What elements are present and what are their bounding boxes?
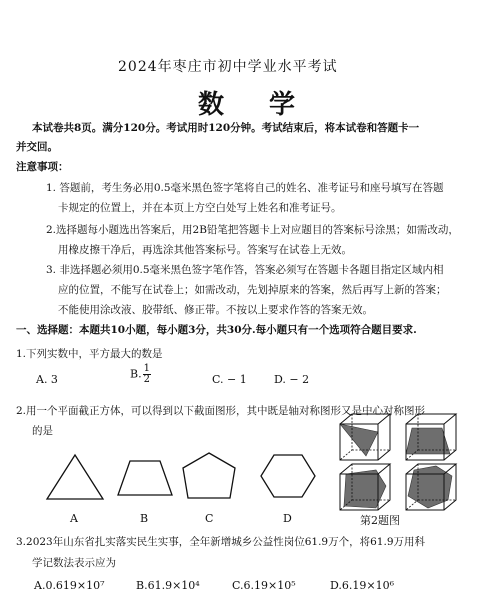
q2-label-b: B [140, 512, 149, 525]
intro-line-1: 本试卷共8页。满分120分。考试用时120分钟。考试结束后，将本试卷和答题卡一 [32, 122, 420, 134]
q2-figure-d-hexagon [258, 452, 318, 500]
cube-2 [406, 414, 456, 460]
q2-figure-caption: 第2题图 [360, 514, 400, 527]
note-2-line-1: 2.选择题每小题选出答案后，用2B铅笔把答题卡上对应题目的答案标号涂黑；如需改动， [46, 224, 459, 236]
q1-option-b-denominator: 2 [143, 374, 150, 385]
note-3-line-2: 应的位置，不能写在试卷上；如需改动，先划掉原来的答案，然后再写上新的答案； [58, 284, 447, 296]
notes-title: 注意事项： [16, 161, 69, 173]
q1-stem: 1.下列实数中，平方最大的数是 [16, 348, 163, 360]
q2-figure-a-triangle [44, 452, 106, 502]
q2-figure-c-pentagon [180, 450, 238, 502]
q3-stem-line-1: 3.2023年山东省扎实落实民生实事，全年新增城乡公益性岗位61.9万个，将61.9万用科 [16, 536, 425, 548]
q1-option-b-numerator: 1 [143, 363, 150, 374]
q2-label-d: D [283, 512, 292, 525]
q1-option-c: C. − 1 [212, 373, 247, 386]
q3-option-b: B.61.9×10⁴ [136, 579, 200, 592]
q1-option-d: D. − 2 [274, 373, 310, 386]
q2-label-c: C [205, 512, 214, 525]
q2-figure-b-trapezoid [114, 458, 176, 498]
exam-header: 2024年枣庄市初中学业水平考试 [118, 59, 338, 75]
q1-option-b-prefix: B. [130, 367, 142, 381]
q2-cube-cross-section-figure [336, 410, 476, 516]
q1-option-b [130, 364, 151, 385]
q3-option-d: D.6.19×10⁶ [330, 579, 395, 592]
q3-option-a: A.0.619×10⁷ [34, 579, 105, 592]
cube-3 [340, 464, 390, 510]
note-3-line-1: 3. 非选择题必须用0.5毫米黑色签字笔作答，答案必须写在答题卡各题目指定区域内相 [46, 264, 444, 276]
cube-1 [340, 414, 390, 460]
q1-option-a: A. 3 [36, 373, 58, 386]
q2-stem-line-2: 的是 [32, 425, 53, 437]
note-1-line-2: 卡规定的位置上，并在本页上方空白处写上姓名和准考证号。 [58, 202, 342, 214]
note-2-line-2: 用橡皮擦干净后，再选涂其他答案标号。答案写在试卷上无效。 [58, 244, 352, 256]
note-3-line-3: 不能使用涂改液、胶带纸、修正带。不按以上要求作答的答案无效。 [58, 304, 373, 316]
q2-label-a: A [70, 512, 78, 525]
intro-line-2: 并交回。 [16, 141, 58, 153]
section-1-title: 一、选择题：本题共10小题，每小题3分，共30分.每小题只有一个选项符合题目要求. [16, 324, 417, 336]
q3-stem-line-2: 学记数法表示应为 [32, 557, 116, 569]
note-1-line-1: 1. 答题前，考生务必用0.5毫米黑色签字笔将自己的姓名、准考证号和座号填写在答题 [46, 182, 444, 194]
q3-option-c: C.6.19×10⁵ [232, 579, 296, 592]
q2-stem-line-1: 2.用一个平面截正方体，可以得到以下截面图形，其中既是轴对称图形又是中心对称图形 [16, 405, 426, 417]
cube-4 [406, 464, 456, 510]
q1-option-b-fraction [143, 364, 151, 385]
subject-title: 数 学 [198, 90, 314, 120]
